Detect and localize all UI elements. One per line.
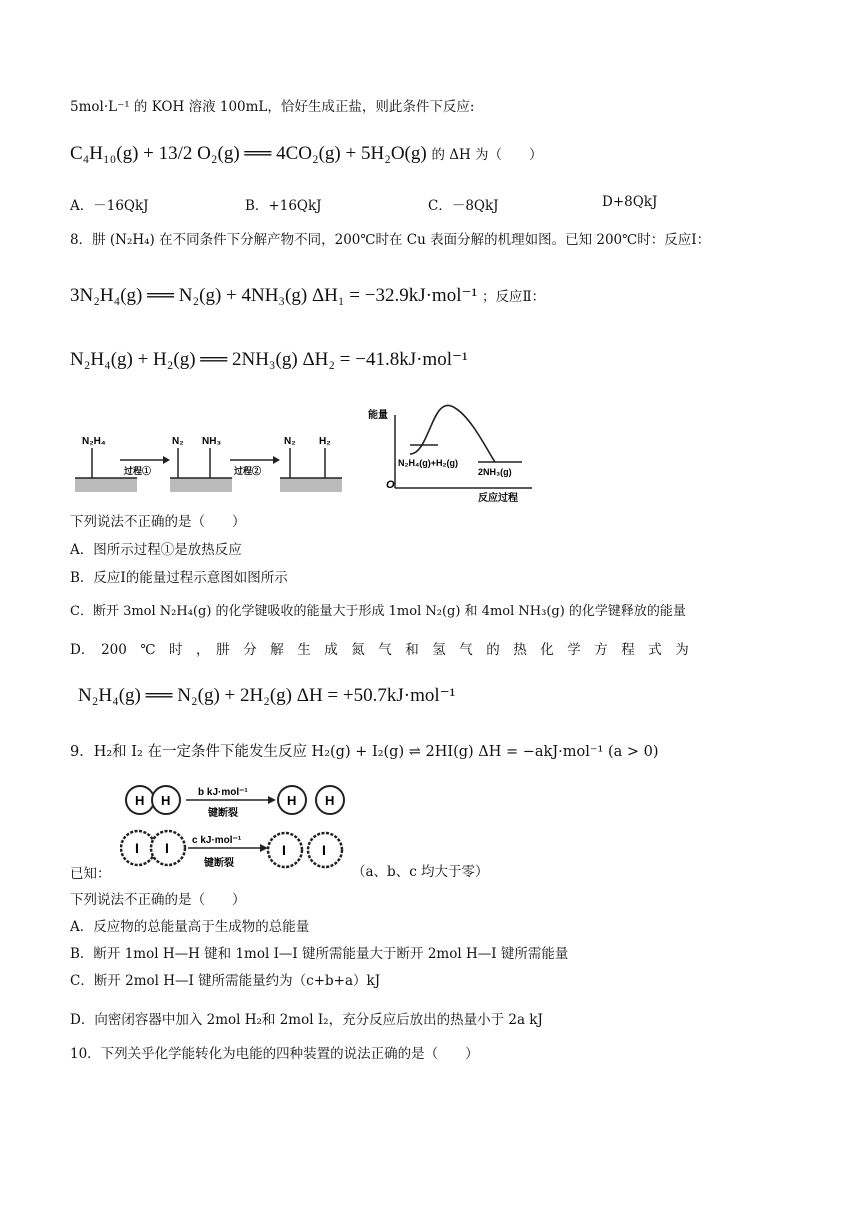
q7-option-a: A．－16QkJ bbox=[70, 198, 149, 214]
q8-option-d: D． 200 ℃ 时 ， 肼 分 解 生 成 氮 气 和 氢 气 的 热 化 学 方 程 式 为 bbox=[70, 642, 689, 658]
q10-stem: 10．下列关乎化学能转化为电能的四种装置的说法正确的是（ ） bbox=[70, 1046, 479, 1062]
q8-reaction1-body: 3N₂H₄(g) ══ N₂(g) + 4NH₃(g) ΔH₁ = −32.9kJ·mol⁻¹ bbox=[70, 285, 478, 306]
energy-axis-label: 能量 bbox=[368, 410, 388, 421]
i-break-label: 键断裂 bbox=[204, 858, 234, 869]
i-atom-2-label: I bbox=[165, 840, 169, 856]
q8-reaction2: N₂H₄(g) + H₂(g) ══ 2NH₃(g) ΔH₂ = −41.8kJ·mol⁻¹ bbox=[70, 349, 468, 370]
energy-c-label: c kJ·mol⁻¹ bbox=[192, 835, 242, 846]
q8-reaction1-tail: ；反应Ⅱ： bbox=[481, 289, 546, 305]
h-atom-2-label: H bbox=[161, 793, 171, 808]
energy-curve bbox=[410, 405, 495, 462]
q8-option-a: A．图所示过程①是放热反应 bbox=[70, 542, 242, 558]
i-atom-4-label: I bbox=[322, 842, 326, 858]
q7-option-b: B．+16QkJ bbox=[245, 198, 322, 214]
origin-label: O bbox=[386, 479, 395, 491]
process2-label: 过程② bbox=[234, 466, 262, 476]
i-atom-1-label: I bbox=[135, 840, 139, 856]
q8-reaction1 bbox=[70, 284, 545, 307]
q7-option-c: C．－8QkJ bbox=[428, 198, 499, 214]
q9-option-c: C．断开 2mol H—I 键所需能量约为（c+b+a）kJ bbox=[70, 973, 381, 989]
i-atom-3-label: I bbox=[282, 842, 286, 858]
mol-h2-label: H₂ bbox=[319, 436, 331, 447]
h-break-label: 键断裂 bbox=[208, 808, 238, 819]
cu-surface-3 bbox=[280, 478, 342, 492]
cu-surface-1 bbox=[75, 478, 137, 492]
reaction-process-label: 反应过程 bbox=[478, 493, 518, 504]
q9-bond-figure bbox=[120, 778, 355, 878]
cu-surface-2 bbox=[170, 478, 232, 492]
q9-option-d: D．向密闭容器中加入 2mol H₂和 2mol I₂，充分反应后放出的热量小于 2a kJ bbox=[70, 1012, 543, 1028]
q8-option-b: B．反应Ⅰ的能量过程示意图如图所示 bbox=[70, 570, 288, 586]
q9-note: （a、b、c 均大于零） bbox=[352, 864, 489, 880]
h-atom-4-label: H bbox=[325, 793, 335, 808]
q9-option-a: A．反应物的总能量高于生成物的总能量 bbox=[70, 919, 310, 935]
q7-equation-body: C₄H₁₀(g) + 13/2 O₂(g) ══ 4CO₂(g) + 5H₂O(g) bbox=[70, 143, 427, 164]
products-label: 2NH₃(g) bbox=[478, 467, 512, 477]
q7-equation bbox=[70, 143, 543, 165]
mol-n2-label-2: N₂ bbox=[284, 436, 296, 447]
energy-b-label: b kJ·mol⁻¹ bbox=[198, 787, 248, 798]
process1-label: 过程① bbox=[124, 466, 152, 476]
q9-question: 下列说法不正确的是（ ） bbox=[70, 892, 246, 908]
q8-option-d-equation: N₂H₄(g) ══ N₂(g) + 2H₂(g) ΔH = +50.7kJ·mol⁻¹ bbox=[78, 685, 456, 706]
q8-stem: 8．肼 (N₂H₄) 在不同条件下分解产物不同，200℃时在 Cu 表面分解的机理如图。已知 200℃时：反应Ⅰ： bbox=[70, 232, 711, 248]
mol-nh3-label: NH₃ bbox=[202, 436, 222, 447]
mol-n2-label: N₂ bbox=[172, 436, 184, 447]
q8-mechanism-figure bbox=[70, 400, 540, 505]
q8-question: 下列说法不正确的是（ ） bbox=[70, 514, 246, 530]
q9-stem: 9．H₂和 I₂ 在一定条件下能发生反应 H₂(g) + I₂(g) ⇌ 2HI(g) ΔH = −akJ·mol⁻¹ (a > 0) bbox=[70, 744, 659, 760]
q7-option-d: D+8QkJ bbox=[602, 194, 658, 210]
reactants-label: N₂H₄(g)+H₂(g) bbox=[398, 458, 459, 468]
h-atom-3-label: H bbox=[287, 793, 297, 808]
h-atom-1-label: H bbox=[135, 793, 145, 808]
q9-known: 已知： bbox=[70, 866, 111, 882]
q8-option-c: C．断开 3mol N₂H₄(g) 的化学键吸收的能量大于形成 1mol N₂(g) 和 4mol NH₃(g) 的化学键释放的能量 bbox=[70, 604, 686, 619]
q9-option-b: B．断开 1mol H—H 键和 1mol I—I 键所需能量大于断开 2mol H—I 键所需能量 bbox=[70, 946, 569, 962]
mol-n2h4-label: N₂H₄ bbox=[82, 436, 106, 447]
q7-equation-tail: 的 ΔH 为（ ） bbox=[431, 147, 543, 163]
q7-line1: 5mol·L⁻¹ 的 KOH 溶液 100mL，恰好生成正盐，则此条件下反应: bbox=[70, 99, 475, 115]
